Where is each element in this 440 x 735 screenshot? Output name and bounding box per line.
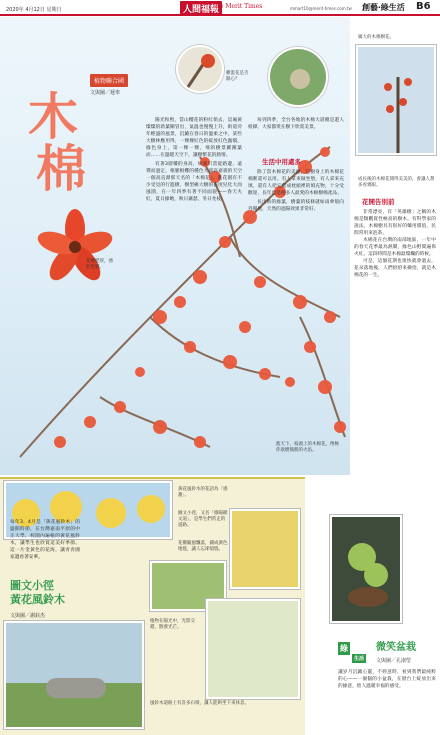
tall-tree-photo [356, 45, 436, 155]
trail-photo [230, 509, 300, 589]
newspaper-logo: 人間福報 [180, 1, 222, 16]
caption-right: 成長後的木棉花開得美美的，會讓人想多看幾眼。 [358, 177, 435, 188]
caption-b: 圖文小徑，又名「綠陽歐文道」，是學生們常走的道路。 [178, 511, 228, 528]
green-life-tag-2: 生活 [354, 656, 365, 662]
hero-section [0, 17, 350, 475]
paragraph: 除了當木棉花的美麗，它樹身上的木棉花棉絮還可以用。有人拿來做坐墊，有人拿來充填，還有人把它當成枕頭裡的填充物，十分受歡迎，長年也是很多人最愛的木棉樹棉產品。 [248, 170, 344, 196]
trail-title-1: 圖文小徑 [10, 579, 54, 592]
page-number: B6 [416, 1, 431, 12]
newspaper-logo-en: The Merit Times [212, 3, 263, 10]
green-byline: 文與圖／孔淑瑩 [376, 658, 412, 664]
section-title: 創藝‧綠生活 [362, 3, 405, 12]
paragraph: 可是，這個花期也很快就會過去，花朵落地後，人們紛紛來撿拾，就是木棉花的一生。 [354, 259, 436, 278]
contact-email: mmart10@merit-times.com.tw [290, 6, 352, 11]
paragraph: 長出新的綠葉，樹葉的枝條就如雨傘般向外開展，天然的遮陽效果非常好。 [248, 200, 344, 212]
potted-plant-photo [330, 515, 402, 623]
flower-closeup-photo [176, 45, 224, 93]
path-photo [206, 599, 300, 699]
headline-char-1: 木 [28, 87, 78, 146]
article-column-3 [248, 169, 344, 215]
subheading-uses: 生活中用處多 [262, 158, 301, 166]
caption-flower: 花瓣肥厚，強壯堅韌。 [86, 259, 113, 270]
caption-top: 雞蛋花是否開心？ [226, 71, 249, 82]
right-article-text [354, 209, 436, 279]
article-column-2 [248, 117, 344, 133]
stone-chair-photo [4, 621, 144, 729]
green-life-tag: 綠 [340, 644, 348, 653]
caption-d: 植物在陽光中，光影交錯，散發光芒。 [150, 619, 195, 630]
trail-intro: 每年3、4月是「黃花風鈴木」的盛開時節，在台灣嘉南平原的中正大學，校園內遍植的黃花風鈴木，讓學生也欣賞這美好季節。這一片金黃色的花海，讓青青國家邊看著安華。 [10, 520, 80, 560]
paragraph: 非常漂亮，有「英雄樹」之稱的木棉是類觀賞性極高的樹木。有科學家的說法，木棉樹具有很好的藥用價值，民間常用來泡茶。 [354, 210, 436, 236]
column-tag: 植物聯合國 [90, 74, 128, 87]
hero-byline: 文與圖／遲車 [90, 90, 121, 96]
seedpod-photo [268, 47, 328, 107]
green-title: 微笑盆栽 [376, 642, 416, 653]
green-text: 讓岁月沉澱心靈，不經意時，看到我們最純粹的心——一個個的小盆栽，在窗台上綻放出來的綠意，給人溫暖幸福的感受。 [338, 670, 436, 689]
paragraph: 陽光和煦，當山櫻花的粉紅領去，這廂黃燦燦的新葉剛冒出，氣溫也慢慢上升，街道旁年輕盛的風景，沉澱在春日的溫柔之中。某些大樹林應用得，一棵棵紅色的綻放紅色蟲翳，綠色身上，第一棵一棵，飛的樹景躍躍葉而……在溫暖天空下，讓樹繁花的熱情。 [146, 118, 242, 158]
right-column [350, 17, 440, 475]
trail-byline: 文與圖／謝鈺杰 [10, 613, 46, 619]
headline-char-2: 棉 [36, 139, 86, 198]
photo-trail-box [0, 477, 305, 735]
paragraph: 木棉花在台灣的南部地區，一年中的春天花季最為熱鬧，綠色山野間遍佈火紅。這段時間是木棉最燦爛的時候。 [354, 238, 436, 257]
paragraph: 每到四季，全台各地的木棉大道總是遊人絡繹，大家都愛在樹下欣賞美景。 [248, 118, 344, 130]
subheading-farewell: 花開告別前 [362, 198, 395, 206]
caption-e: 風鈴木道路上有許多石椅，讓人能夠坐下來休息。 [150, 701, 249, 706]
paragraph: 有著3層樓的身高，如果只當從路邊，遠聳而過定，根脈根難的種色大部高嘉義的天空一個高直瀑那天名的「木棉花」。進花園有不少受見的行進樹，樹型痛大樹的表度兒化大而風園，在一年四季有著不同面貌——春天火紅，夏日綠飽，秋日蕭瑟，冬日禿枝。 [146, 162, 242, 202]
caption-tree: 厲大的木棉樹花。 [358, 35, 394, 40]
caption-c: 花瓣隨風飄落，鋪成黃色地毯，讓人忘卻煩惱。 [178, 541, 228, 552]
issue-date: 2020年 4月12日 星期日 [6, 7, 62, 13]
article-column-1 [146, 117, 242, 205]
newspaper-header [0, 0, 440, 16]
caption-a: 黃花風鈴木的花語為「感謝」。 [178, 487, 228, 498]
caption-sky: 藍天下，枝頭上的木棉花，像極你欲燃熊熊的火焰。 [276, 442, 339, 453]
trail-title-2: 黃花風鈴木 [10, 593, 65, 606]
bottom-section [0, 477, 440, 735]
